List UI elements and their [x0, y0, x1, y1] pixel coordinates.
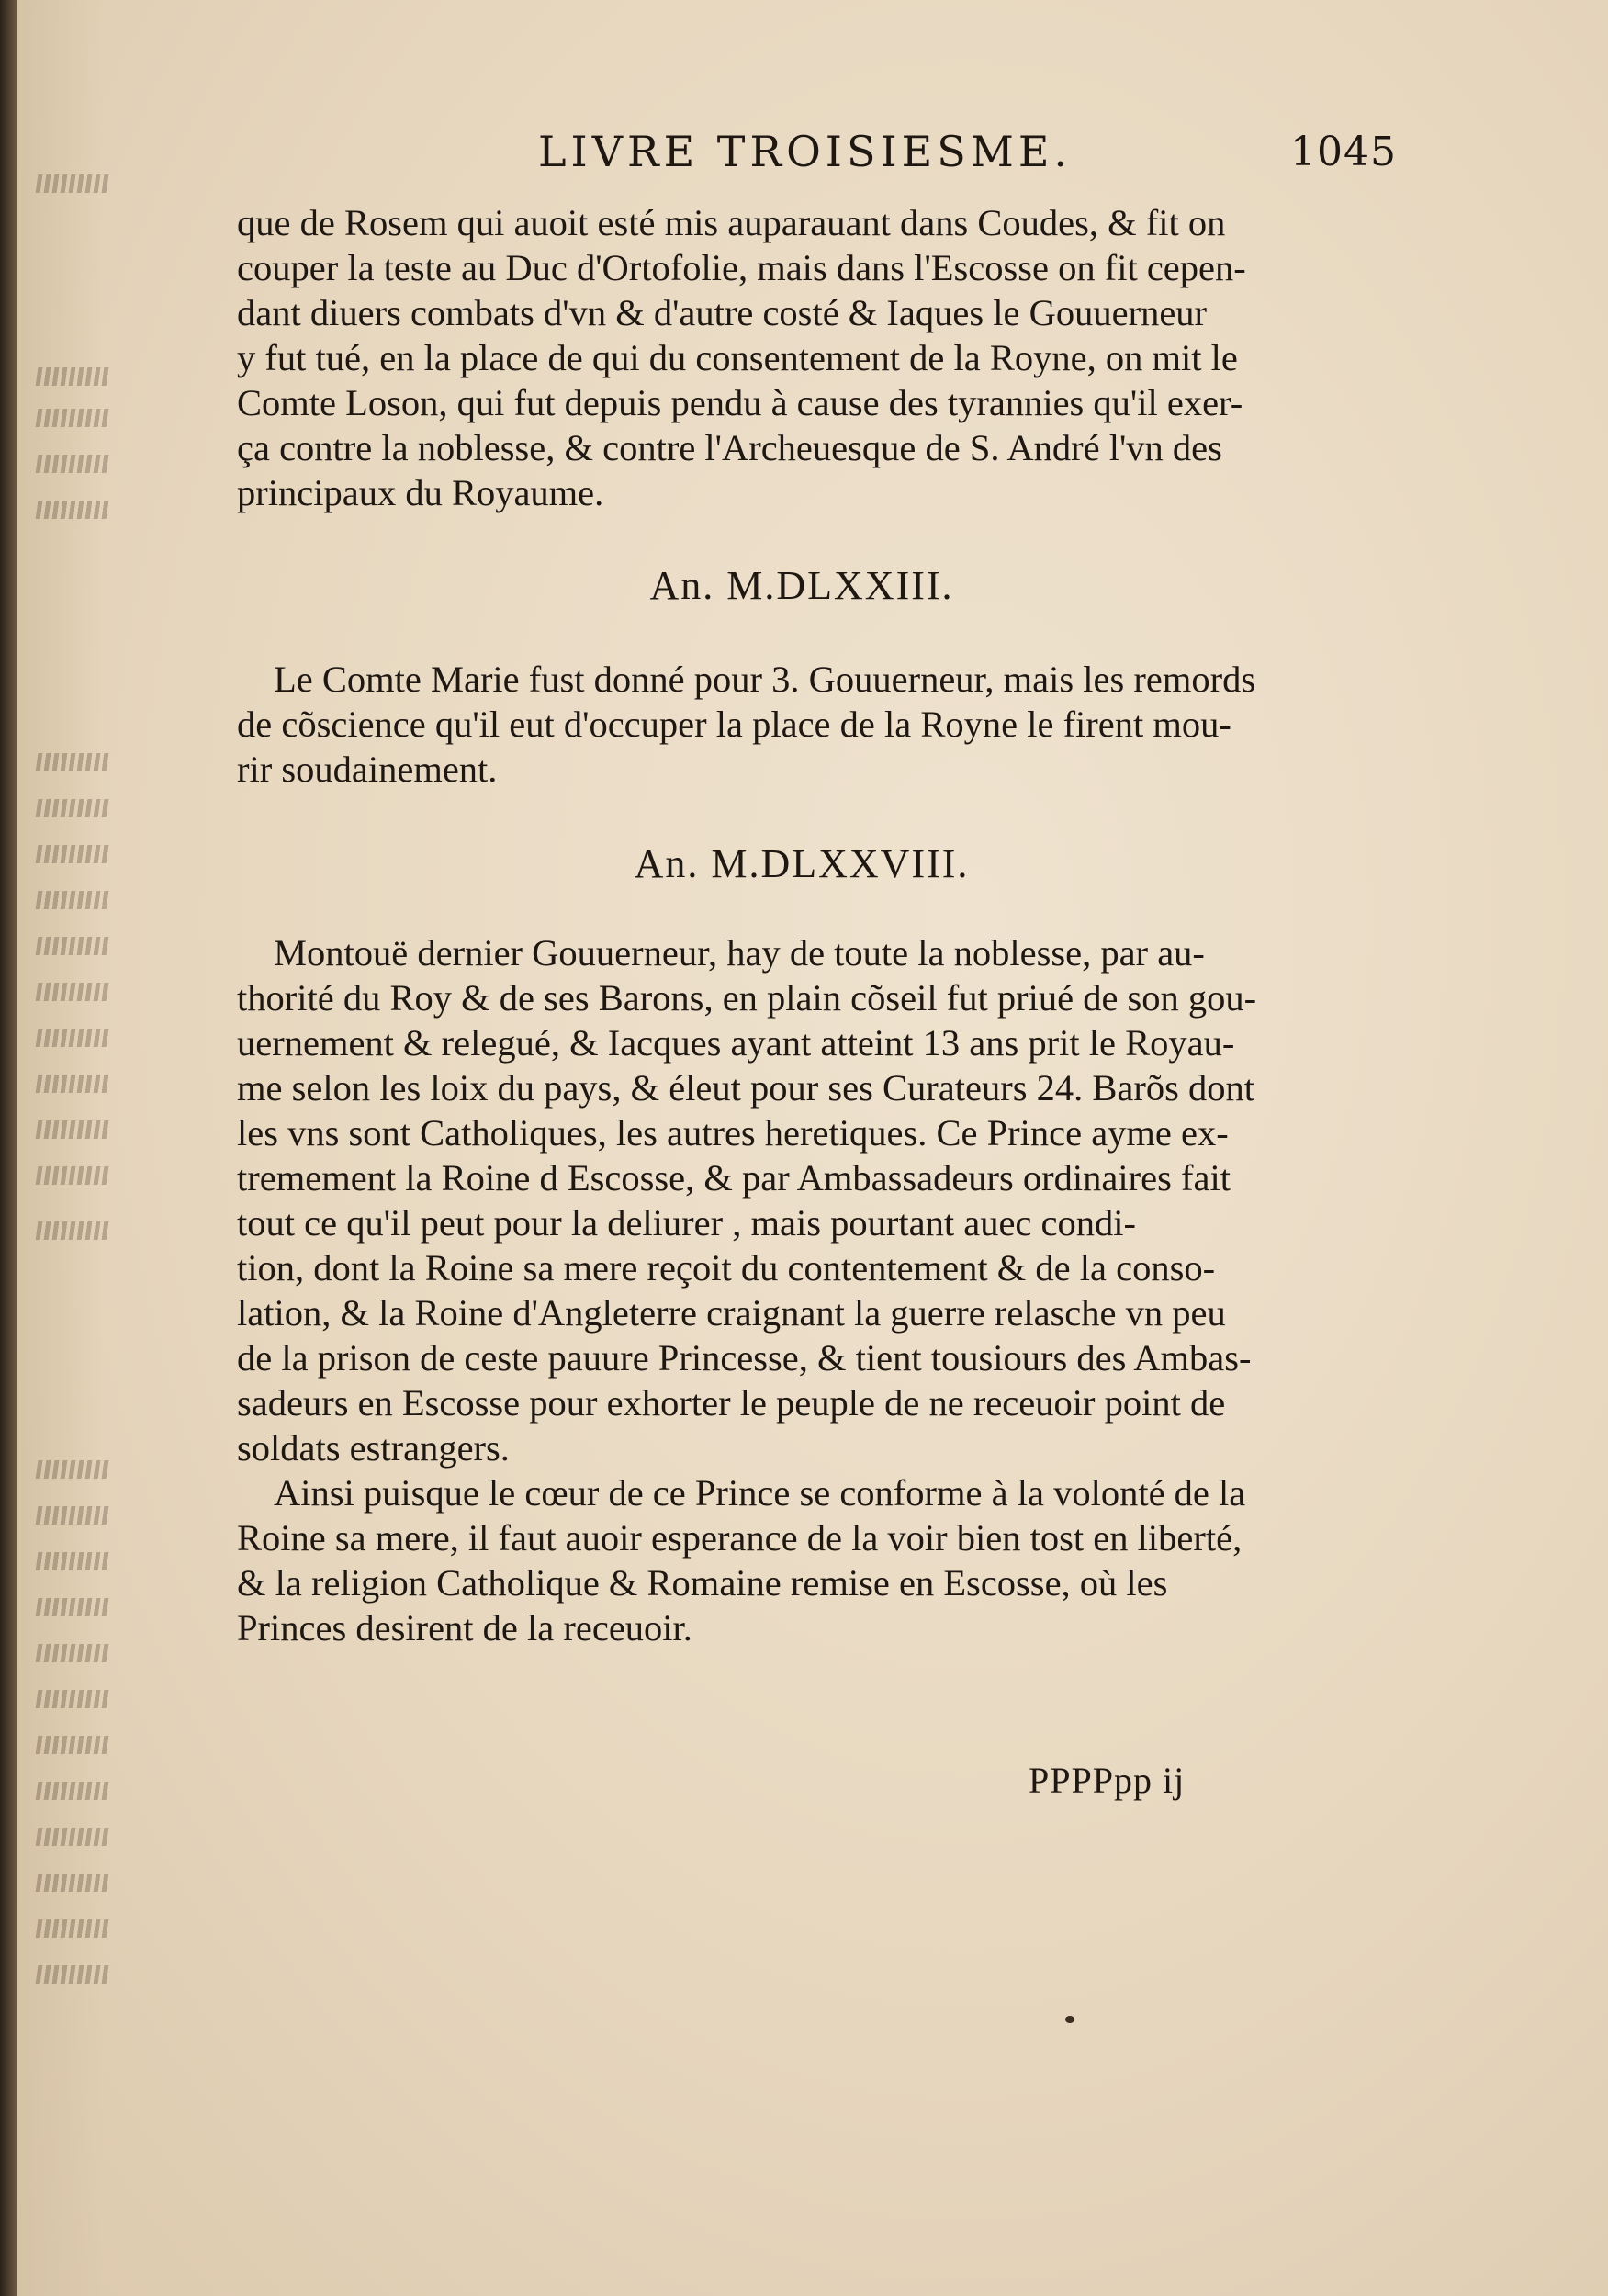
bleed-fragment — [36, 1029, 112, 1047]
text-line: Le Comte Marie fust donné pour 3. Gouuerneur, mais les remords — [274, 658, 1256, 700]
bleed-fragment — [36, 1460, 112, 1479]
paragraph-2 — [237, 657, 1366, 792]
text-line: soldats estrangers. — [237, 1427, 510, 1469]
text-line: Montouë dernier Gouuerneur, hay de toute la noblesse, par au- — [274, 932, 1205, 974]
bleed-fragment — [36, 937, 112, 955]
running-title: LIVRE TROISIESME. — [538, 127, 1073, 176]
bleed-fragment — [36, 1598, 112, 1616]
text-line: lation, & la Roine d'Angleterre craignant la guerre relasche vn peu — [237, 1292, 1226, 1334]
bleed-fragment — [36, 1552, 112, 1570]
bleed-fragment — [36, 1874, 112, 1892]
paragraph-4 — [237, 1470, 1366, 1650]
bleed-fragment — [36, 1736, 112, 1754]
text-line: uernement & relegué, & Iacques ayant atteint 13 ans prit le Royau- — [237, 1022, 1235, 1064]
bleed-fragment — [36, 1120, 112, 1139]
bleed-fragment — [36, 753, 112, 771]
bleed-fragment — [36, 1075, 112, 1093]
text-line: tout ce qu'il peut pour la deliurer , mais pourtant auec condi- — [237, 1202, 1136, 1244]
text-line: sadeurs en Escosse pour exhorter le peuple de ne receuoir point de — [237, 1382, 1226, 1424]
text-line: thorité du Roy & de ses Barons, en plain cõseil fut priué de son gou- — [237, 977, 1257, 1019]
bleed-fragment — [36, 983, 112, 1001]
signature-mark: PPPPpp ij — [1029, 1760, 1186, 1801]
bleed-fragment — [36, 1166, 112, 1185]
bleed-fragment — [36, 367, 112, 386]
text-line: les vns sont Catholiques, les autres heretiques. Ce Prince ayme ex- — [237, 1112, 1229, 1154]
bleed-fragment — [36, 501, 112, 519]
bleed-fragment — [36, 1828, 112, 1846]
text-line: couper la teste au Duc d'Ortofolie, mais dans l'Escosse on fit cepen- — [237, 247, 1246, 288]
bleed-fragment — [36, 1782, 112, 1800]
facing-page-bleed — [17, 0, 104, 2296]
text-line: dant diuers combats d'vn & d'autre costé & Iaques le Gouuerneur — [237, 292, 1208, 333]
year-heading-1578: An. M.DLXXVIII. — [634, 841, 970, 886]
year-heading-1573: An. M.DLXXIII. — [649, 563, 954, 608]
bleed-fragment — [36, 1644, 112, 1662]
text-line: Comte Loson, qui fut depuis pendu à cause des tyrannies qu'il exer- — [237, 382, 1243, 423]
text-line: tion, dont la Roine sa mere reçoit du contentement & de la conso- — [237, 1247, 1216, 1289]
text-line: Princes desirent de la receuoir. — [237, 1607, 692, 1649]
text-line: tremement la Roine d Escosse, & par Ambassadeurs ordinaires fait — [237, 1157, 1231, 1199]
text-line: que de Rosem qui auoit esté mis auparauant dans Coudes, & fit on — [237, 202, 1226, 243]
bleed-fragment — [36, 845, 112, 863]
text-line: & la religion Catholique & Romaine remise en Escosse, où les — [237, 1562, 1168, 1604]
binding-gutter — [0, 0, 17, 2296]
bleed-fragment — [36, 174, 112, 193]
page-number: 1045 — [1290, 129, 1397, 175]
bleed-fragment — [36, 455, 112, 473]
text-line: me selon les loix du pays, & éleut pour ses Curateurs 24. Barõs dont — [237, 1067, 1254, 1109]
text-line: Roine sa mere, il faut auoir esperance de la voir bien tost en liberté, — [237, 1517, 1243, 1559]
text-line: Ainsi puisque le cœur de ce Prince se conforme à la volonté de la — [274, 1472, 1246, 1514]
text-line: ça contre la noblesse, & contre l'Archeuesque de S. André l'vn des — [237, 427, 1222, 468]
bleed-fragment — [36, 1690, 112, 1708]
bleed-fragment — [36, 1965, 112, 1984]
text-line: y fut tué, en la place de qui du consentement de la Royne, on mit le — [237, 337, 1238, 378]
bleed-fragment — [36, 409, 112, 427]
bleed-fragment — [36, 891, 112, 909]
bleed-fragment — [36, 799, 112, 817]
bleed-fragment — [36, 1919, 112, 1938]
bleed-fragment — [36, 1221, 112, 1240]
text-line: principaux du Royaume. — [237, 472, 604, 513]
paragraph-3 — [237, 930, 1366, 1470]
text-line: rir soudainement. — [237, 748, 498, 790]
bleed-fragment — [36, 1506, 112, 1525]
text-line: de cõscience qu'il eut d'occuper la place de la Royne le firent mou- — [237, 703, 1231, 745]
ink-speck — [1065, 2016, 1074, 2023]
text-line: de la prison de ceste pauure Princesse, & tient tousiours des Ambas- — [237, 1337, 1252, 1379]
paragraph-1 — [237, 200, 1366, 515]
